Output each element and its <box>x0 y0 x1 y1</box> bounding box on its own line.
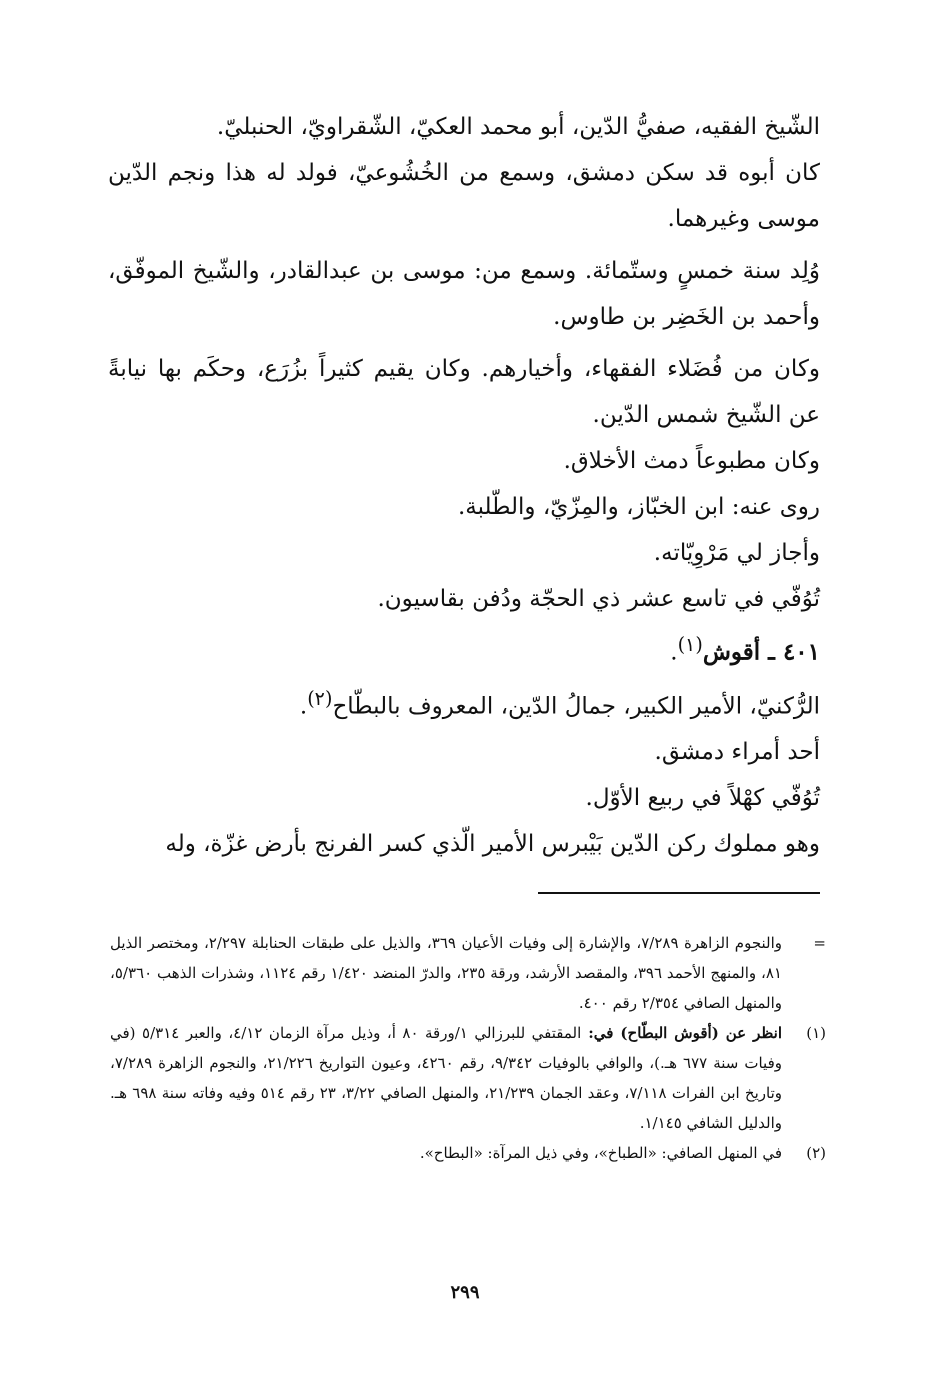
footnote-marker: = <box>813 934 826 952</box>
paragraph-lineage <box>108 676 820 730</box>
footnote-ref-1[interactable]: (١) <box>677 633 703 656</box>
footnote-continued <box>110 928 826 1018</box>
footnote-lead: انظر عن (أقوش البطّاح) في: <box>581 1024 782 1042</box>
paragraph-character: وكان مطبوعاً دمث الأخلاق. <box>563 448 820 474</box>
entry-heading-title: ٤٠١ ـ أقوش <box>702 638 820 666</box>
paragraph-emir: أحد أمراء دمشق. <box>654 739 820 766</box>
footnote-text: والنجوم الزاهرة ٧/٢٨٩، والإشارة إلى وفيات الأعيان ٣٦٩، والذيل على طبقات الحنابلة ٢/٢٩٧، ومختصر الذيل ٨١، والمنهج الأحمد ٣٩٦، والمقصد الأرشد، ورقة ٢٣٥، والدرّ المنضد ١/٤٢٠ رقم ١١٢٤، وشذرات الذهب ٥/٣٦٠، والمنهل الصافي ٢/٣٥٤ رقم ٤٠٠. <box>110 934 783 1012</box>
paragraph-ijaza: وأجاز لي مَرْوِيّاته. <box>653 540 820 566</box>
paragraph-father: كان أبوه قد سكن دمشق، وسمع من الخُشُوعيّ، فولد له هذا ونجم الدّين موسى وغيرهما. <box>108 160 820 232</box>
paragraph-death-2: تُوُفّي كهْلاً في ربيع الأوّل. <box>585 785 820 812</box>
paragraph-birth: وُلِد سنة خمسٍ وستّمائة. وسمع من: موسى بن عبدالقادر، والشّيخ الموفّق، وأحمد بن الخَضِر بن طاوس. <box>108 258 820 330</box>
entry-heading <box>108 622 820 676</box>
entry-heading-end: . <box>670 639 678 666</box>
paragraph-virtues: وكان من فُضَلاء الفقهاء، وأخيارهم. وكان يقيم كثيراً بزُرَع، وحكَم بها نيابةً عن الشّيخ شمس الدّين. <box>108 356 820 428</box>
paragraph-intro: الشّيخ الفقيه، صفيُّ الدّين، أبو محمد العكيّ، الشّقراويّ، الحنبليّ. <box>216 114 820 140</box>
page-number: ٢٩٩ <box>450 1282 480 1303</box>
main-text <box>108 104 820 867</box>
footnote-ref-2[interactable]: (٢) <box>307 686 333 710</box>
lineage-end: . <box>299 693 308 720</box>
footnote-marker: (٢) <box>806 1144 826 1162</box>
footnote-marker: (١) <box>806 1024 826 1042</box>
paragraph-death: تُوُفّي في تاسع عشر ذي الحجّة ودُفن بقاسيون. <box>377 586 820 612</box>
paragraph-mamluk: وهو مملوك ركن الدّين بَيْبرس الأمير الّذي كسر الفرنج بأرض غزّة، وله <box>165 831 820 858</box>
lineage-text: الرُّكنيّ، الأمير الكبير، جمالُ الدّين، المعروف بالبطّاح <box>332 693 820 720</box>
footnotes <box>110 928 826 1168</box>
footnote-text: في المنهل الصافي: «الطباخ»، وفي ذيل المرآة: «البطاح». <box>419 1144 782 1162</box>
footnote-text: المقتفي للبرزالي ١/ورقة ٨٠ أ، وذيل مرآة الزمان ٤/١٢، والعبر ٥/٣١٤ (في وفيات سنة ٦٧٧ هـ.)، والوافي بالوفيات ٩/٣٤٢، رقم ٤٢٦٠، وعيون التواريخ ٢١/٢٢٦، والنجوم الزاهرة ٧/٢٨٩، وتاريخ ابن الفرات ٧/١١٨، وعقد الجمان ٢١/٢٣٩، والمنهل الصافي ٣/٢٢، ٢٣ رقم ٥١٤ وفيه وفاته سنة ٦٩٨ هـ. والدليل الشافي ١/١٤٥. <box>110 1024 783 1132</box>
paragraph-narrators: روى عنه: ابن الخبّاز، والمِزّيّ، والطّلبة. <box>457 494 820 520</box>
footnote-1 <box>110 1018 826 1138</box>
footnote-separator <box>538 892 820 894</box>
footnote-2 <box>110 1138 826 1168</box>
